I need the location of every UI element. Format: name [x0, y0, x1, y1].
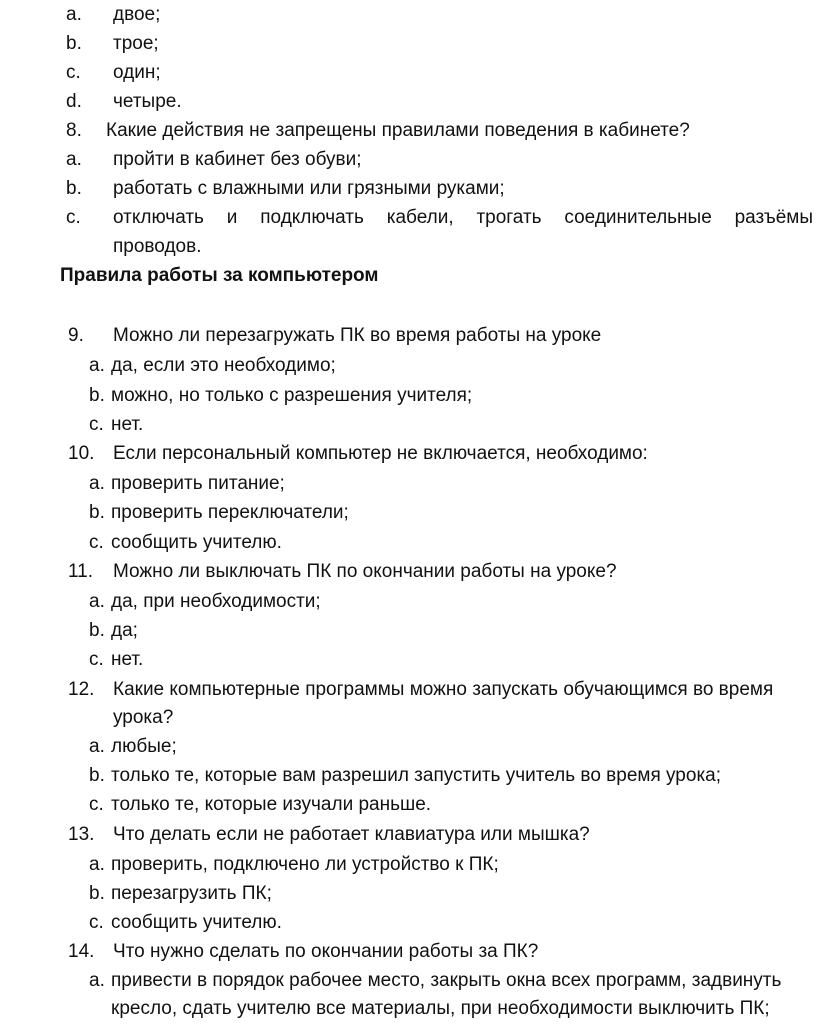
question-text: Какие компьютерные программы можно запускать обучающимся во время — [113, 679, 774, 700]
option-text: привести в порядок рабочее место, закрыть окна всех программ, задвинуть — [111, 970, 782, 991]
option-text: пройти в кабинет без обуви; — [113, 149, 362, 170]
option-text: проверить переключатели; — [111, 502, 349, 523]
option-text: трое; — [113, 33, 159, 54]
option-text: проверить, подключено ли устройство к ПК; — [111, 854, 499, 875]
option-label: a. — [89, 970, 105, 991]
option-label: b. — [89, 620, 105, 641]
option-text: нет. — [111, 414, 144, 435]
question-text: Что делать если не работает клавиатура или мышка? — [113, 824, 590, 845]
option-text: да; — [111, 620, 138, 641]
option-label: d. — [66, 91, 82, 112]
question-text-continuation: урока? — [113, 707, 174, 728]
section-heading: Правила работы за компьютером — [60, 265, 379, 286]
option-text: только те, которые изучали раньше. — [111, 794, 432, 815]
option-text: любые; — [111, 736, 177, 757]
option-label: c. — [89, 532, 104, 553]
option-label: c. — [89, 649, 104, 670]
option-text: проверить питание; — [111, 473, 285, 494]
option-label: c. — [66, 207, 81, 228]
option-label: b. — [89, 502, 105, 523]
option-label: a. — [89, 473, 105, 494]
question-number: 11. — [68, 561, 94, 582]
option-text: двое; — [113, 4, 161, 25]
question-number: 12. — [68, 679, 95, 700]
question-number: 9. — [68, 325, 84, 346]
option-label: a. — [89, 854, 105, 875]
option-label: c. — [89, 794, 104, 815]
option-text: один; — [113, 62, 161, 83]
question-text: Что нужно сделать по окончании работы за ПК? — [113, 941, 539, 962]
question-text: Какие действия не запрещены правилами поведения в кабинете? — [106, 120, 690, 141]
option-label: c. — [89, 414, 104, 435]
option-label: a. — [89, 736, 105, 757]
question-number: 10. — [68, 443, 95, 464]
question-number: 14. — [68, 941, 95, 962]
option-text: только те, которые вам разрешил запустить учитель во время урока; — [111, 765, 722, 786]
option-text: отключать и подключать кабели, трогать соединительные разъёмы — [113, 207, 813, 228]
option-text: перезагрузить ПК; — [111, 883, 272, 904]
option-label: b. — [89, 385, 105, 406]
option-text-continuation: кресло, сдать учителю все материалы, при необходимости выключить ПК; — [111, 998, 770, 1019]
question-text: Можно ли выключать ПК по окончании работы на уроке? — [113, 561, 617, 582]
question-number: 13. — [68, 824, 95, 845]
option-text: да, при необходимости; — [111, 591, 321, 612]
option-label: b. — [89, 883, 105, 904]
option-label: b. — [66, 178, 82, 199]
option-label: a. — [66, 4, 82, 25]
option-text: четыре. — [113, 91, 182, 112]
option-label: c. — [89, 912, 104, 933]
option-label: b. — [89, 765, 105, 786]
option-label: a. — [66, 149, 82, 170]
option-text: да, если это необходимо; — [111, 355, 336, 376]
option-label: a. — [89, 591, 105, 612]
option-text: сообщить учителю. — [111, 532, 282, 553]
option-label: a. — [89, 355, 105, 376]
option-label: b. — [66, 33, 82, 54]
option-text-continuation: проводов. — [113, 236, 202, 257]
question-text: Если персональный компьютер не включается, необходимо: — [113, 443, 648, 464]
option-label: c. — [66, 62, 81, 83]
option-text: работать с влажными или грязными руками; — [113, 178, 505, 199]
option-text: сообщить учителю. — [111, 912, 282, 933]
question-number: 8. — [66, 120, 82, 141]
question-text: Можно ли перезагружать ПК во время работы на уроке — [113, 325, 602, 346]
option-text: можно, но только с разрешения учителя; — [111, 385, 473, 406]
option-text: нет. — [111, 649, 144, 670]
